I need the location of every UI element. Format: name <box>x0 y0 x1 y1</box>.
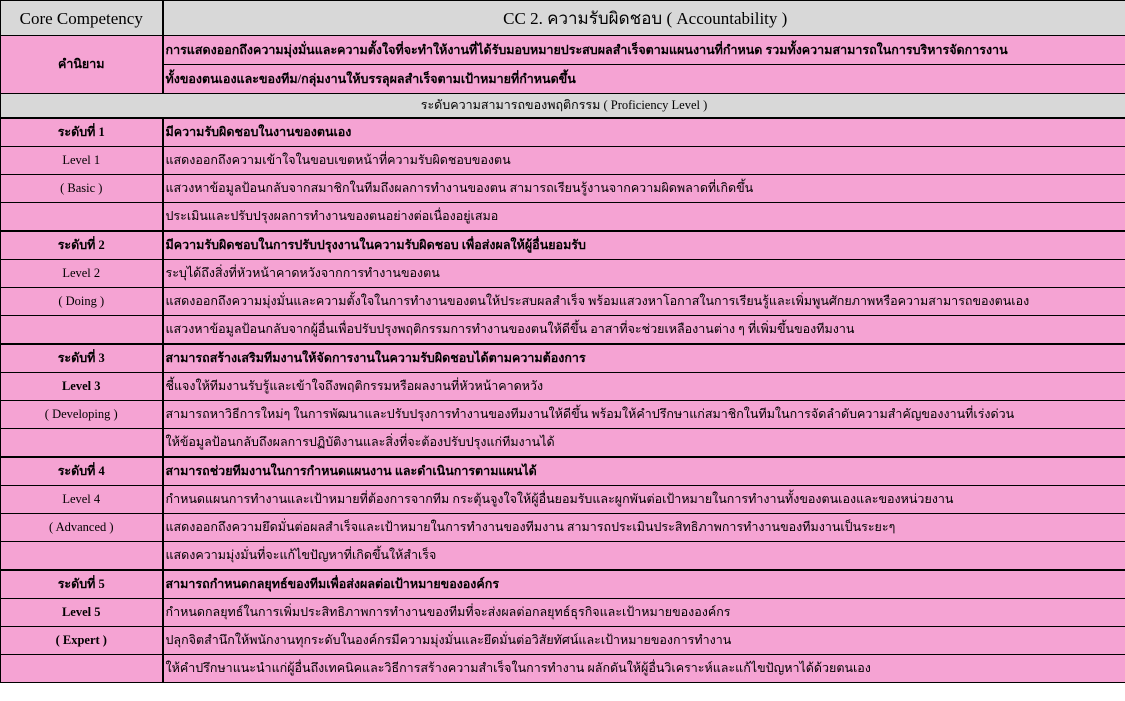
level-behavior: กำหนดกลยุทธ์ในการเพิ่มประสิทธิภาพการทำงานของทีมที่จะส่งผลต่อกลยุทธ์ธุรกิจและเป้าหมายขององค์กร <box>163 599 1125 627</box>
level-label: ( Developing ) <box>1 401 163 429</box>
level-behavior: กำหนดแผนการทำงานและเป้าหมายที่ต้องการจากทีม กระตุ้นจูงใจให้ผู้อื่นยอมรับและผูกพันต่อเป้าหมายในการทำงานทั้งของตนเองและของหน่วยงาน <box>163 486 1125 514</box>
proficiency-level-header: ระดับความสามารถของพฤติกรรม ( Proficiency Level ) <box>1 94 1125 119</box>
level-row <box>1 570 1125 599</box>
level-title: ระดับที่ 5 <box>1 570 163 599</box>
level-label <box>1 316 163 345</box>
level-label <box>1 203 163 232</box>
level-title: ระดับที่ 3 <box>1 344 163 373</box>
level-label <box>1 429 163 458</box>
level-row <box>1 457 1125 486</box>
level-behavior: แสวงหาข้อมูลป้อนกลับจากสมาชิกในทีมถึงผลการทำงานของตน สามารถเรียนรู้งานจากความผิดพลาดที่เกิดขึ้น <box>163 175 1125 203</box>
level-row <box>1 260 1125 288</box>
level-behavior: แสดงออกถึงความมุ่งมั่นและความตั้งใจในการทำงานของตนให้ประสบผลสำเร็จ พร้อมแสวงหาโอกาสในการเรียนรู้และเพิ่มพูนศักยภาพหรือความสามารถของตนเอง <box>163 288 1125 316</box>
level-title: ระดับที่ 1 <box>1 118 163 147</box>
level-behavior: ชี้แจงให้ทีมงานรับรู้และเข้าใจถึงพฤติกรรมหรือผลงานที่หัวหน้าคาดหวัง <box>163 373 1125 401</box>
level-summary: มีความรับผิดชอบในการปรับปรุงงานในความรับผิดชอบ เพื่อส่งผลให้ผู้อื่นยอมรับ <box>163 231 1125 260</box>
level-label: ( Doing ) <box>1 288 163 316</box>
level-label: Level 3 <box>1 373 163 401</box>
level-label: Level 1 <box>1 147 163 175</box>
level-row <box>1 316 1125 345</box>
core-competency-header: Core Competency <box>1 1 163 36</box>
level-behavior: สามารถหาวิธีการใหม่ๆ ในการพัฒนาและปรับปรุงการทำงานของทีมงานให้ดีขึ้น พร้อมให้คำปรึกษาแก่สมาชิกในทีมในการจัดลำดับความสำคัญของงานที่เร่งด่วน <box>163 401 1125 429</box>
level-behavior: ปลุกจิตสำนึกให้พนักงานทุกระดับในองค์กรมีความมุ่งมั่นและยึดมั่นต่อวิสัยทัศน์และเป้าหมายของการทำงาน <box>163 627 1125 655</box>
level-summary: สามารถกำหนดกลยุทธ์ของทีมเพื่อส่งผลต่อเป้าหมายขององค์กร <box>163 570 1125 599</box>
definition-label: คำนิยาม <box>1 36 163 94</box>
level-label <box>1 655 163 683</box>
level-row <box>1 288 1125 316</box>
level-label: Level 2 <box>1 260 163 288</box>
level-label: Level 4 <box>1 486 163 514</box>
level-row <box>1 429 1125 458</box>
level-row <box>1 514 1125 542</box>
competency-title: CC 2. ความรับผิดชอบ ( Accountability ) <box>163 1 1125 36</box>
level-behavior: ให้ข้อมูลป้อนกลับถึงผลการปฏิบัติงานและสิ่งที่จะต้องปรับปรุงแก่ทีมงานได้ <box>163 429 1125 458</box>
level-behavior: ให้คำปรึกษาแนะนำแก่ผู้อื่นถึงเทคนิคและวิธีการสร้างความสำเร็จในการทำงาน ผลักดันให้ผู้อื่นวิเคราะห์และแก้ไขปัญหาได้ด้วยตนเอง <box>163 655 1125 683</box>
level-row <box>1 627 1125 655</box>
level-row <box>1 373 1125 401</box>
level-summary: มีความรับผิดชอบในงานของตนเอง <box>163 118 1125 147</box>
definition-line: ทั้งของตนเองและของทีม/กลุ่มงานให้บรรลุผลสำเร็จตามเป้าหมายที่กำหนดขึ้น <box>163 65 1125 94</box>
level-behavior: แสดงออกถึงความเข้าใจในขอบเขตหน้าที่ความรับผิดชอบของตน <box>163 147 1125 175</box>
level-row <box>1 542 1125 571</box>
level-row <box>1 203 1125 232</box>
level-row <box>1 486 1125 514</box>
level-row <box>1 118 1125 147</box>
definition-line: การแสดงออกถึงความมุ่งมั่นและความตั้งใจที่จะทำให้งานที่ได้รับมอบหมายประสบผลสำเร็จตามแผนงานที่กำหนด รวมทั้งความสามารถในการบริหารจัดการงาน <box>163 36 1125 65</box>
level-row <box>1 344 1125 373</box>
level-behavior: ระบุได้ถึงสิ่งที่หัวหน้าคาดหวังจากการทำงานของตน <box>163 260 1125 288</box>
level-label: ( Advanced ) <box>1 514 163 542</box>
level-behavior: ประเมินและปรับปรุงผลการทำงานของตนอย่างต่อเนื่องอยู่เสมอ <box>163 203 1125 232</box>
level-row <box>1 401 1125 429</box>
level-behavior: แสวงหาข้อมูลป้อนกลับจากผู้อื่นเพื่อปรับปรุงพฤติกรรมการทำงานของตนให้ดีขึ้น อาสาที่จะช่วยเหลืองานต่าง ๆ ที่เพิ่มขึ้นของทีมงาน <box>163 316 1125 345</box>
level-label: ( Basic ) <box>1 175 163 203</box>
level-behavior: แสดงออกถึงความยึดมั่นต่อผลสำเร็จและเป้าหมายในการทำงานของทีมงาน สามารถประเมินประสิทธิภาพการทำงานของทีมงานเป็นระยะๆ <box>163 514 1125 542</box>
level-row <box>1 231 1125 260</box>
level-summary: สามารถช่วยทีมงานในการกำหนดแผนงาน และดำเนินการตามแผนได้ <box>163 457 1125 486</box>
level-row <box>1 599 1125 627</box>
level-row <box>1 175 1125 203</box>
level-behavior: แสดงความมุ่งมั่นที่จะแก้ไขปัญหาที่เกิดขึ้นให้สำเร็จ <box>163 542 1125 571</box>
level-title: ระดับที่ 4 <box>1 457 163 486</box>
level-summary: สามารถสร้างเสริมทีมงานให้จัดการงานในความรับผิดชอบได้ตามความต้องการ <box>163 344 1125 373</box>
level-row <box>1 655 1125 683</box>
level-label <box>1 542 163 571</box>
level-label: ( Expert ) <box>1 627 163 655</box>
level-row <box>1 147 1125 175</box>
level-title: ระดับที่ 2 <box>1 231 163 260</box>
level-label: Level 5 <box>1 599 163 627</box>
